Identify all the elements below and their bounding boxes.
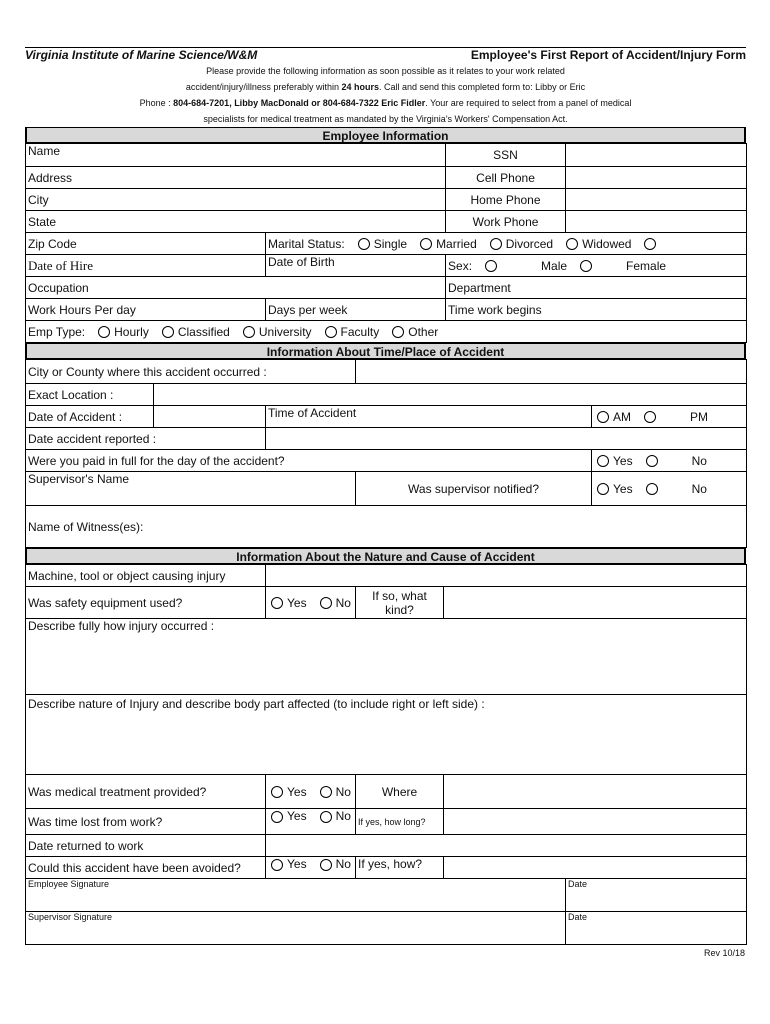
radio-pm[interactable]	[644, 411, 656, 423]
radio-safety-no[interactable]	[320, 597, 332, 609]
county-field[interactable]	[356, 360, 747, 384]
radio-safety-yes[interactable]	[271, 597, 283, 609]
radio-classified[interactable]	[162, 326, 174, 338]
radio-avoided-yes[interactable]	[271, 859, 283, 871]
kind-field[interactable]	[444, 587, 747, 619]
begins-field[interactable]: Time work begins	[446, 299, 747, 321]
how-field[interactable]	[444, 857, 747, 879]
time-label: Time of Accident	[266, 406, 592, 428]
where-label: Where	[356, 775, 444, 809]
kind-label: If so, what kind?	[356, 587, 444, 619]
nature-table	[25, 564, 747, 945]
occupation-field[interactable]: Occupation	[26, 277, 446, 299]
notified-options: Yes No	[592, 472, 747, 506]
location-field[interactable]	[154, 384, 747, 406]
radio-paid-no[interactable]	[646, 455, 658, 467]
radio-university[interactable]	[243, 326, 255, 338]
timelost-options: Yes No	[266, 809, 356, 835]
work-field[interactable]	[566, 211, 747, 233]
radio-notified-no[interactable]	[646, 483, 658, 495]
radio-widowed-2[interactable]	[644, 238, 656, 250]
ampm: AM PM	[592, 406, 747, 428]
radio-am[interactable]	[597, 411, 609, 423]
medical-label: Was medical treatment provided?	[26, 775, 266, 809]
section-nature: Information About the Nature and Cause of Accident	[25, 548, 746, 564]
radio-medical-yes[interactable]	[271, 786, 283, 798]
accident-form	[25, 47, 746, 945]
describe-field[interactable]: Describe fully how injury occurred :	[26, 619, 747, 695]
home-label: Home Phone	[446, 189, 566, 211]
intro-line: specialists for medical treatment as mandated by the Virginia's Workers' Compensation Act.	[203, 114, 568, 124]
safety-label: Was safety equipment used?	[26, 587, 266, 619]
state-field[interactable]: State	[26, 211, 446, 233]
section-employee: Employee Information	[25, 127, 746, 143]
section-timeplace: Information About Time/Place of Accident	[25, 343, 746, 359]
intro-line: Please provide the following information as soon possible as it relates to your work related	[206, 66, 565, 76]
hours-field[interactable]: Work Hours Per day	[26, 299, 266, 321]
avoided-label: Could this accident have been avoided?	[26, 857, 266, 879]
medical-options: Yes No	[266, 775, 356, 809]
radio-female[interactable]	[580, 260, 592, 272]
radio-divorced[interactable]	[490, 238, 502, 250]
radio-hourly[interactable]	[98, 326, 110, 338]
supervisor-date[interactable]: Date	[566, 912, 747, 945]
notified-label: Was supervisor notified?	[356, 472, 592, 506]
avoided-options: Yes No	[266, 857, 356, 879]
county-label: City or County where this accident occurred :	[26, 360, 356, 384]
employee-date[interactable]: Date	[566, 879, 747, 912]
radio-timelost-yes[interactable]	[271, 811, 283, 823]
timelost-label: Was time lost from work?	[26, 809, 266, 835]
org-name: Virginia Institute of Marine Science/W&M	[25, 48, 258, 62]
machine-field[interactable]	[266, 565, 747, 587]
employee-table	[25, 143, 747, 343]
returned-label: Date returned to work	[26, 835, 266, 857]
dob-field[interactable]: Date of Birth	[266, 255, 446, 277]
work-label: Work Phone	[446, 211, 566, 233]
intro-text	[25, 63, 746, 127]
machine-label: Machine, tool or object causing injury	[26, 565, 266, 587]
date-label: Date of Accident :	[26, 406, 154, 428]
form-header	[25, 47, 746, 63]
address-field[interactable]: Address	[26, 167, 446, 189]
radio-other[interactable]	[392, 326, 404, 338]
radio-timelost-no[interactable]	[320, 811, 332, 823]
radio-single[interactable]	[358, 238, 370, 250]
zip-field[interactable]: Zip Code	[26, 233, 266, 255]
form-title: Employee's First Report of Accident/Injury Form	[470, 48, 746, 62]
ssn-field[interactable]	[566, 144, 747, 167]
radio-married[interactable]	[420, 238, 432, 250]
supervisor-label: Supervisor's Name	[26, 472, 356, 506]
date-field[interactable]	[154, 406, 266, 428]
timeplace-table	[25, 359, 747, 548]
intro-line: accident/injury/illness preferably within 24 hours. Call and send this completed form to: Libby or Eric	[185, 82, 586, 92]
name-field[interactable]: Name	[26, 144, 446, 167]
where-field[interactable]	[444, 775, 747, 809]
home-field[interactable]	[566, 189, 747, 211]
howlong-label: If yes, how long?	[356, 809, 444, 835]
department-field[interactable]: Department	[446, 277, 747, 299]
radio-male[interactable]	[485, 260, 497, 272]
cell-field[interactable]	[566, 167, 747, 189]
radio-widowed[interactable]	[566, 238, 578, 250]
paid-label: Were you paid in full for the day of the accident?	[26, 450, 592, 472]
reported-label: Date accident reported :	[26, 428, 266, 450]
cell-label: Cell Phone	[446, 167, 566, 189]
reported-field[interactable]	[266, 428, 747, 450]
sex-field: Sex: Male Female	[446, 255, 747, 277]
location-label: Exact Location :	[26, 384, 154, 406]
radio-faculty[interactable]	[325, 326, 337, 338]
safety-options: Yes No	[266, 587, 356, 619]
howlong-field[interactable]	[444, 809, 747, 835]
ssn-label: SSN	[446, 144, 566, 167]
hire-field[interactable]: Date of Hire	[26, 255, 266, 277]
supervisor-signature[interactable]: Supervisor Signature	[26, 912, 566, 945]
radio-paid-yes[interactable]	[597, 455, 609, 467]
emp-type: Emp Type: Hourly Classified University Faculty Other	[26, 321, 747, 343]
city-field[interactable]: City	[26, 189, 446, 211]
witness-field[interactable]: Name of Witness(es):	[26, 506, 747, 548]
employee-signature[interactable]: Employee Signature	[26, 879, 566, 912]
radio-medical-no[interactable]	[320, 786, 332, 798]
how-label: If yes, how?	[356, 857, 444, 879]
revision: Rev 10/18	[703, 948, 745, 958]
days-field[interactable]: Days per week	[266, 299, 446, 321]
marital-status: Marital Status: Single Married Divorced Widowed	[266, 233, 747, 255]
intro-line: Phone : 804-684-7201, Libby MacDonald or 804-684-7322 Eric Fidler. Your are required to select from a panel of medical	[139, 98, 632, 108]
paid-options: Yes No	[592, 450, 747, 472]
radio-notified-yes[interactable]	[597, 483, 609, 495]
returned-field[interactable]	[266, 835, 747, 857]
radio-avoided-no[interactable]	[320, 859, 332, 871]
body-field[interactable]: Describe nature of Injury and describe body part affected (to include right or left side) :	[26, 695, 747, 775]
